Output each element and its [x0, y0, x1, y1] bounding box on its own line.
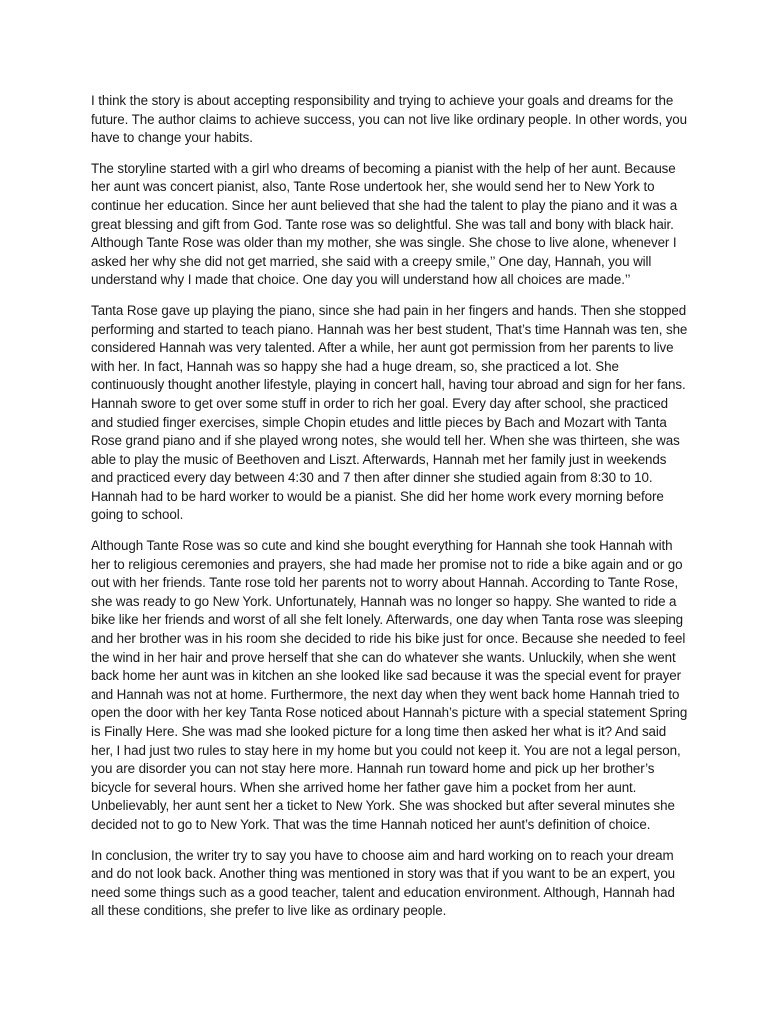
paragraph-intro: I think the story is about accepting responsibility and trying to achieve your goals and dreams for the future. The author claims to achieve success, you can not live like ordinary people. In other words, you have to change your habits.	[91, 93, 687, 146]
paragraph-tante-rose: Tanta Rose gave up playing the piano, since she had pain in her fingers and hands. Then she stopped performing and started to teach piano. Hannah was her best student, That’s time Hannah was ten, she considered Hannah was very talented. After a while, her aunt got permission from her parents to live with her. In fact, Hannah was so happy she had a huge dream, so, she practiced a lot. She continuously thought another lifestyle, playing in concert hall, having tour abroad and sign for her fans. Hannah swore to get over some stuff in order to rich her goal. Every day after school, she practiced and studied finger exercises, simple Chopin etudes and little pieces by Bach and Mozart with Tanta Rose grand piano and if she played wrong notes, she would tell her. When she was thirteen, she was able to play the music of Beethoven and Liszt. Afterwards, Hannah met her family just in weekends and practiced every day between 4:30 and 7 then after dinner she studied again from 8:30 to 10. Hannah had to be hard worker to would be a pianist. She did her home work every morning before going to school.	[91, 302, 688, 523]
paragraph-conclusion: In conclusion, the writer try to say you have to choose aim and hard working on to reach your dream and do not look back. Another thing was mentioned in story was that if you want to be an expert, you need some things such as a good teacher, talent and education environment. Although, Hannah had all these conditions, she prefer to live like as ordinary people.	[91, 847, 676, 919]
paragraph-storyline: The storyline started with a girl who dreams of becoming a pianist with the help of her aunt. Because her aunt was concert pianist, also, Tante Rose undertook her, she would send her to New York to continue her education. Since her aunt believed that she had the talent to play the piano and it was a great blessing and gift from God. Tante rose was so delightful. She was tall and bony with black hair. Although Tante Rose was older than my mother, she was single. She chose to live alone, whenever I asked her why she did not get married, she said with a creepy smile,’’ One day, Hannah, you will understand why I made that choice. One day you will understand how all choices are made.’’	[91, 160, 678, 288]
paragraph-conflict: Although Tante Rose was so cute and kind she bought everything for Hannah she took Hannah with her to religious ceremonies and prayers, she had made her promise not to ride a bike again and or go out with her friends. Tante rose told her parents not to worry about Hannah. According to Tante Rose, she was ready to go New York. Unfortunately, Hannah was no longer so happy. She wanted to ride a bike like her friends and worst of all she felt lonely. Afterwards, one day when Tanta rose was sleeping and her brother was in his room she decided to ride his bike just for once. Because she needed to feel the wind in her hair and prove herself that she can do whatever she wants. Unluckily, when she went back home her aunt was in kitchen an she looked like sad because it was the special event for prayer and Hannah was not at home. Furthermore, the next day when they went back home Hannah tried to open the door with her key Tanta Rose noticed about Hannah’s picture with a special statement Spring is Finally Here. She was mad she looked picture for a long time then asked her what is it? And said her, I had just two rules to stay here in my home but you could not keep it. You are not a legal person, you are disorder you can not stay here more. Hannah run toward home and pick up her brother’s bicycle for several hours. When she arrived home her father gave him a pocket from her aunt. Unbelievably, her aunt sent her a ticket to New York. She was shocked but after several minutes she decided not to go to New York. That was the time Hannah noticed her aunt’s definition of choice.	[91, 538, 688, 832]
